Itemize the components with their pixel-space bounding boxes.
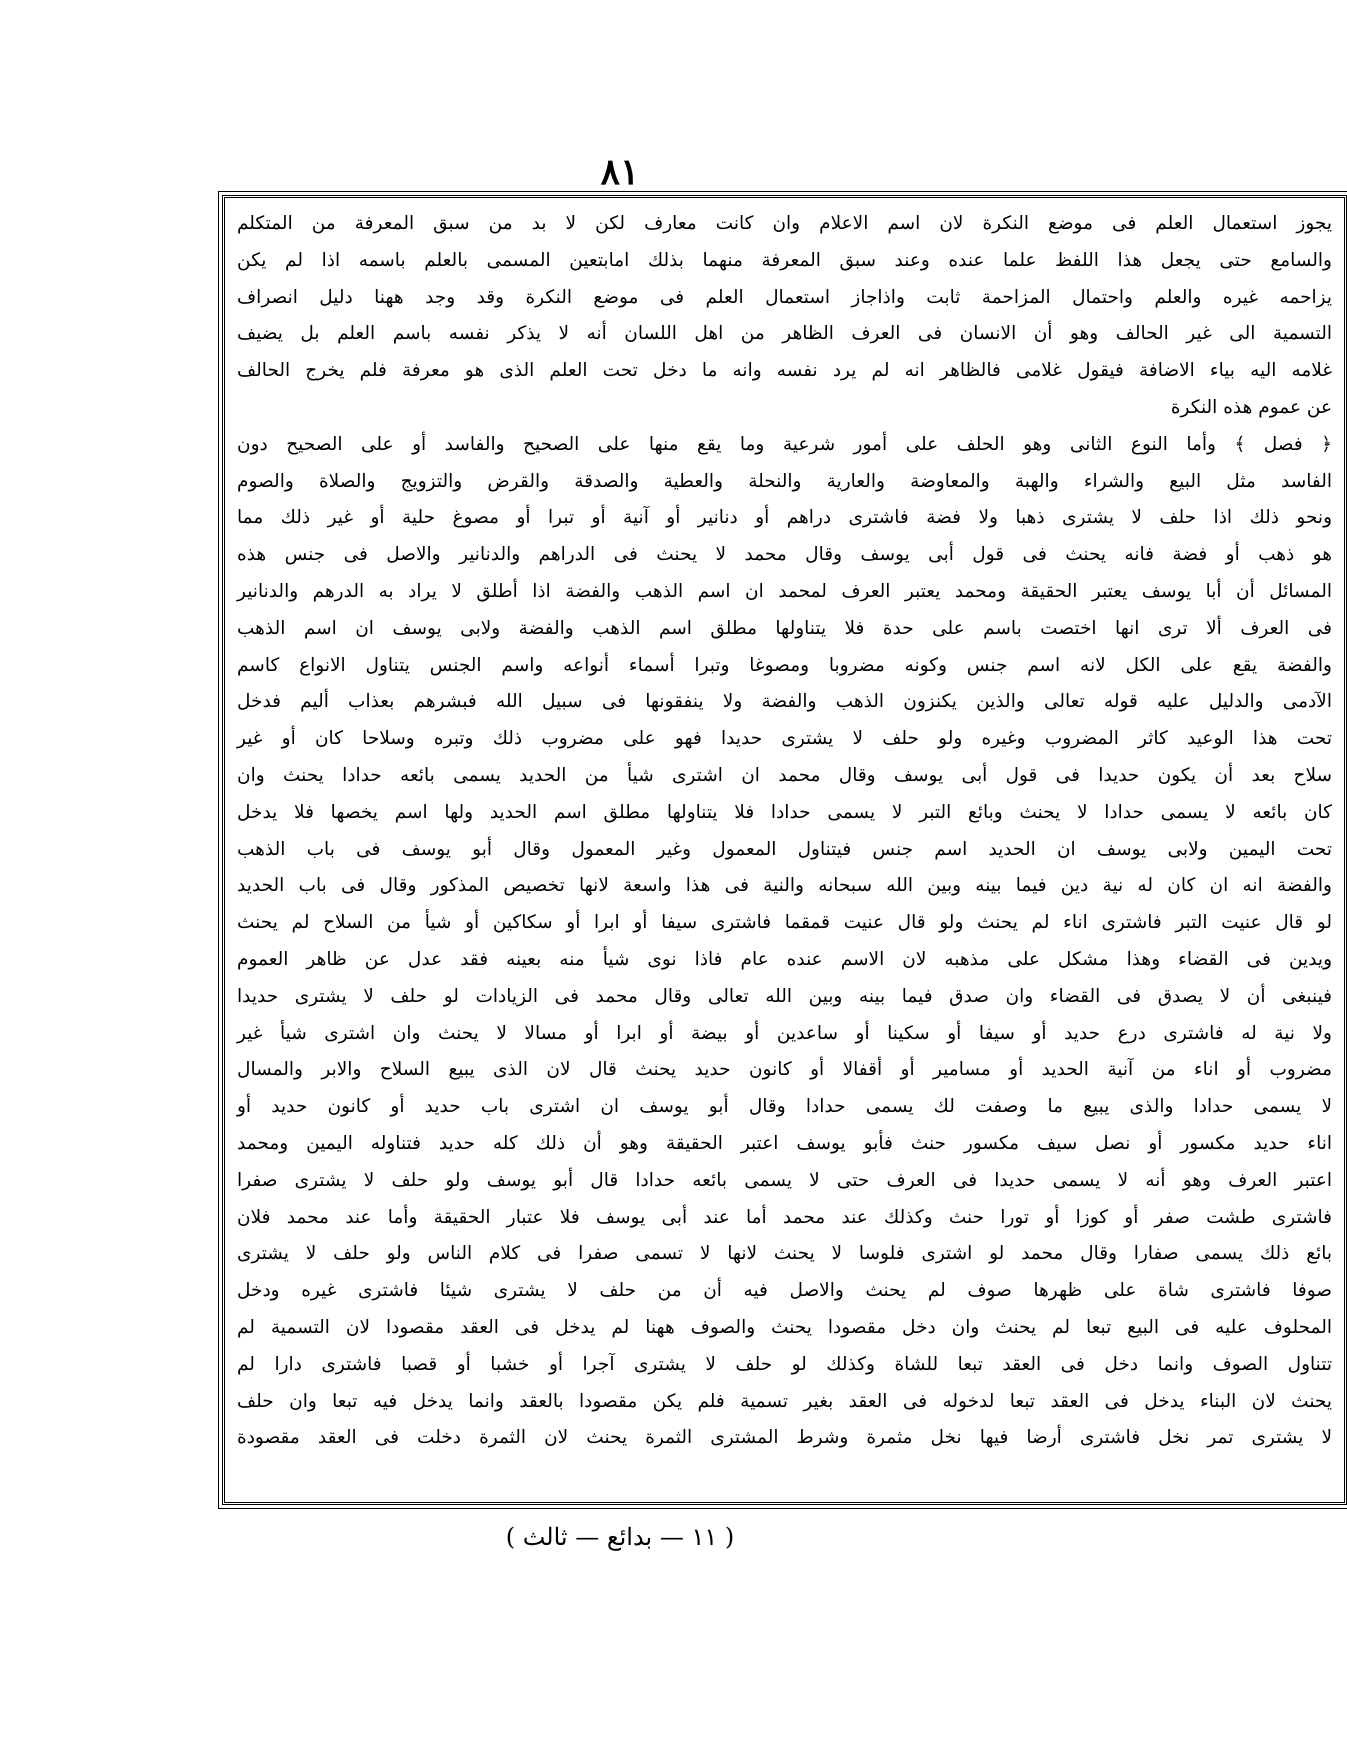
text-line: هو ذهب أو فضة فانه يحنث فى قول أبى يوسف وقال محمد لا يحنث فى الدراهم والدنانير والاصل فى جنس هذه bbox=[237, 544, 1332, 566]
text-line: المسائل أن أبا يوسف يعتبر الحقيقة ومحمد يعتبر العرف لمحمد ان اسم الذهب والفضة اذا أطلق لا يراد به الدرهم والدنانير bbox=[237, 580, 1332, 602]
text-line: غلامه اليه بياء الاضافة فيقول غلامى فالظاهر انه لم يرد نفسه وانه ما دخل تحت العلم الذى هو معرفة فلم يخرج الحالف bbox=[237, 360, 1332, 382]
text-line: تحت هذا الوعيد كاثر المضروب وغيره ولو حلف لا يشترى حديدا فهو على مضروب ذلك وتبره وسلاحا كان أو غير bbox=[237, 728, 1332, 750]
text-line: عن عموم هذه النكرة bbox=[1170, 396, 1332, 418]
text-line: يجوز استعمال العلم فى موضع النكرة لان اسم الاعلام وان كانت معارف لكن لا بد من سبق المعرفة من المتكلم bbox=[237, 213, 1332, 234]
text-line: والفضة انه ان كان له نية دين فيما بينه وبين الله سبحانه والنية فى هذا واسعة لانها تخصيص المذكور وقال فى باب الحديد bbox=[237, 875, 1332, 897]
text-line: الفاسد مثل البيع والشراء والهبة والمعاوضة والعارية والنحلة والعطية والصدقة والقرض والتزويج والصلاة والصوم bbox=[237, 470, 1332, 492]
text-line: كان بائعه لا يسمى حدادا لا يحنث وبائع التبر لا يسمى حدادا فلا يتناولها مطلق اسم الحديد ولها اسم يخصها فلا يدخل bbox=[237, 801, 1332, 823]
text-line: ونحو ذلك اذا حلف لا يشترى ذهبا ولا فضة فاشترى دراهم أو دنانير أو آنية أو تبرا أو مصوغ حلية أو غير ذلك مما bbox=[237, 507, 1332, 529]
page-footer: ( ١١ — بدائع — ثالث ) bbox=[505, 1523, 735, 1551]
text-line: يحنث لان البناء يدخل فى العقد تبعا لدخوله فى العقد بغير تسمية فلم يكن مقصودا بالعقد وانما يدخل فيه تبعا وان حلف bbox=[237, 1390, 1332, 1412]
text-line: التسمية الى غير الحالف وهو أن الانسان فى العرف الظاهر من اهل اللسان أنه لا يذكر نفسه باسم العلم بل يضيف bbox=[237, 323, 1332, 345]
text-line: فينبغى أن لا يصدق فى القضاء وان صدق فيما بينه وبين الله تعالى وقال محمد فى الزيادات لو حلف لا يشترى حديدا bbox=[237, 985, 1332, 1007]
page-number: ٨١ bbox=[600, 151, 640, 193]
text-line: بائع ذلك يسمى صفارا وقال محمد لو اشترى فلوسا لا يحنث لانها لا تسمى صفرا فى كلام الناس ولو حلف لا يشترى bbox=[237, 1243, 1332, 1265]
text-line: فاشترى طشت صفر أو كوزا أو تورا حنث وكذلك عند محمد أما عند أبى يوسف فلا عتبار الحقيقة وأما عند محمد فلان bbox=[237, 1206, 1332, 1228]
text-line: لا يسمى حدادا والذى يبيع ما وصفت لك يسمى حدادا وقال أبو يوسف ان اشترى باب حديد أو كانون حديد أو bbox=[237, 1096, 1332, 1118]
text-line: اعتبر العرف وهو أنه لا يسمى حديدا فى العرف حتى لا يسمى بائعه حدادا قال أبو يوسف ولو حلف لا يشترى صفرا bbox=[237, 1169, 1332, 1191]
text-line: تحت اليمين ولابى يوسف ان الحديد اسم جنس فيتناول المعمول وغير المعمول وقال أبو يوسف فى باب الذهب bbox=[237, 838, 1332, 860]
text-line: والسامع حتى يجعل هذا اللفظ علما عنده وعند سبق المعرفة منهما بذلك امابتعين المسمى بالعلم باسمه اذا لم يكن bbox=[237, 249, 1332, 271]
text-line: ويدين فى القضاء وهذا مشكل على مذهبه لان الاسم عنده عام فاذا نوى شيأ منه بعينه فقد عدل عن ظاهر العموم bbox=[237, 948, 1332, 970]
text-line: اناء حديد مكسور أو نصل سيف مكسور حنث فأبو يوسف اعتبر الحقيقة وهو أن ذلك كله حديد فتناوله اليمين ومحمد bbox=[237, 1132, 1332, 1154]
text-line: لو قال عنيت التبر فاشترى اناء لم يحنث ولو قال عنيت قمقما فاشترى سيفا أو ابرا أو سكاكين أو شيأ من السلاح لم يحنث bbox=[237, 912, 1332, 934]
text-line: صوفا فاشترى شاة على ظهرها صوف لم يحنث والاصل فيه أن من حلف لا يشترى شيئا فاشترى غيره ودخل bbox=[237, 1280, 1332, 1302]
text-line: المحلوف عليه فى البيع تبعا لم يحنث وان دخل مقصودا يحنث والصوف ههنا لم يدخل فى العقد مقصودا لان التسمية لم bbox=[237, 1316, 1332, 1338]
text-frame bbox=[222, 195, 1347, 1505]
text-line: تتناول الصوف وانما دخل فى العقد تبعا للشاة وكذلك لو حلف لا يشترى آجرا أو خشبا أو قصبا فاشترى دارا لم bbox=[237, 1353, 1332, 1375]
text-line: الآدمى والدليل عليه قوله تعالى والذين يكنزون الذهب والفضة ولا ينفقونها فى سبيل الله فبشرهم بعذاب أليم فدخل bbox=[237, 691, 1332, 713]
text-line: مضروب أو اناء من آنية الحديد أو مسامير أو أقفالا أو كانون حديد يحنث قال لان الذى يبيع السلاح والابر والمسال bbox=[237, 1059, 1332, 1081]
text-line: ولا نية له فاشترى درع حديد أو سيفا أو سكينا أو ساعدين أو بيضة أو ابرا أو مسالا لا يحنث وان اشترى شيأ غير bbox=[237, 1022, 1332, 1044]
text-line: فى العرف ألا ترى انها اختصت باسم على حدة فلا يتناولها مطلق اسم الذهب والفضة ولابى يوسف ان اسم الذهب bbox=[237, 617, 1332, 639]
body-text bbox=[237, 206, 1332, 1494]
text-line: ﴿ فصل ﴾ وأما النوع الثانى وهو الحلف على أمور شرعية وما يقع منها على الصحيح والفاسد أو على الصحيح دون bbox=[237, 433, 1332, 455]
text-line: سلاح بعد أن يكون حديدا فى قول أبى يوسف وقال محمد ان اشترى شيأ من الحديد يسمى بائعه حدادا يحنث وان bbox=[237, 764, 1332, 786]
text-line: والفضة يقع على الكل لانه اسم جنس وكونه مضروبا ومصوغا وتبرا أسماء أنواعه واسم الجنس يتناول الانواع كاسم bbox=[237, 654, 1332, 676]
text-line: لا يشترى تمر نخل فاشترى أرضا فيها نخل مثمرة وشرط المشترى الثمرة يحنث لان الثمرة دخلت فى العقد مقصودة bbox=[237, 1427, 1332, 1449]
text-line: يزاحمه غيره والعلم واحتمال المزاحمة ثابت واذاجاز استعمال العلم فى موضع النكرة وقد وجد ههنا دليل انصراف bbox=[237, 286, 1332, 308]
